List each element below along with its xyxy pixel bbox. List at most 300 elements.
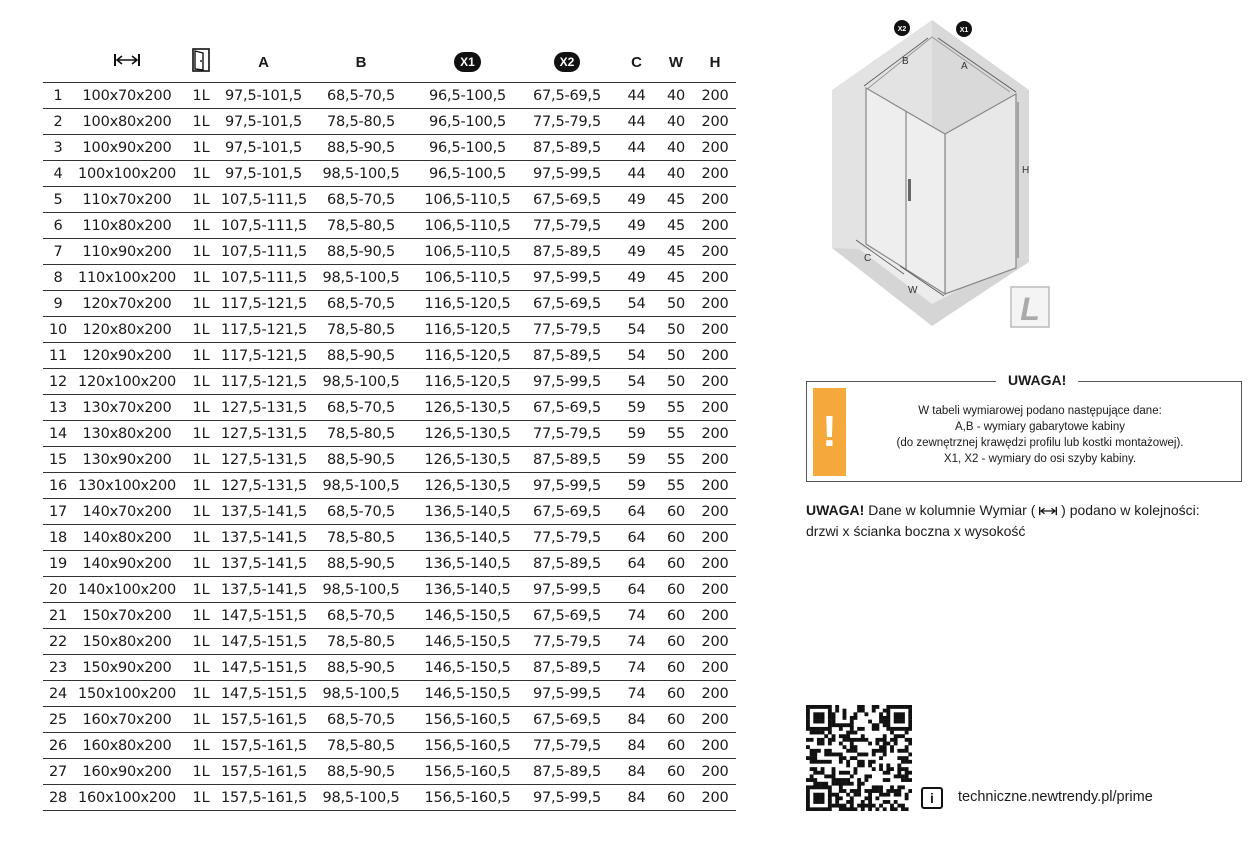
cell-w-value: 60	[658, 733, 694, 759]
cell-b-value: 68,5-70,5	[306, 83, 416, 109]
cell-w-value: 55	[658, 395, 694, 421]
note-bold: UWAGA!	[806, 502, 865, 518]
cell-row-number: 6	[43, 213, 73, 239]
cell-door-side: 1L	[181, 239, 221, 265]
cell-door-side: 1L	[181, 759, 221, 785]
cell-row-number: 26	[43, 733, 73, 759]
cell-c-value: 84	[615, 759, 658, 785]
cell-a-value: 107,5-111,5	[221, 239, 306, 265]
cell-x2-value: 97,5-99,5	[519, 473, 615, 499]
cell-x1-value: 136,5-140,5	[416, 577, 519, 603]
cell-c-value: 49	[615, 265, 658, 291]
cell-row-number: 5	[43, 187, 73, 213]
cell-w-value: 45	[658, 239, 694, 265]
cell-x1-value: 146,5-150,5	[416, 629, 519, 655]
cell-b-value: 68,5-70,5	[306, 187, 416, 213]
cell-x1-value: 136,5-140,5	[416, 499, 519, 525]
table-row	[43, 473, 736, 499]
cell-w-value: 55	[658, 421, 694, 447]
cell-w-value: 50	[658, 343, 694, 369]
cell-row-number: 10	[43, 317, 73, 343]
cell-x2-value: 67,5-69,5	[519, 707, 615, 733]
cell-h-value: 200	[694, 161, 736, 187]
cell-b-value: 98,5-100,5	[306, 785, 416, 811]
table-row	[43, 187, 736, 213]
cell-h-value: 200	[694, 707, 736, 733]
cell-door-side: 1L	[181, 551, 221, 577]
cell-h-value: 200	[694, 447, 736, 473]
cell-x2-value: 77,5-79,5	[519, 733, 615, 759]
cell-c-value: 64	[615, 525, 658, 551]
cell-x1-value: 136,5-140,5	[416, 551, 519, 577]
cell-row-number: 22	[43, 629, 73, 655]
cell-w-value: 40	[658, 135, 694, 161]
cell-a-value: 117,5-121,5	[221, 317, 306, 343]
table-row	[43, 343, 736, 369]
cell-size: 110x90x200	[73, 239, 181, 265]
cell-b-value: 78,5-80,5	[306, 213, 416, 239]
cell-w-value: 60	[658, 499, 694, 525]
table-row	[43, 291, 736, 317]
cell-h-value: 200	[694, 603, 736, 629]
cell-x1-value: 156,5-160,5	[416, 785, 519, 811]
cell-w-value: 60	[658, 577, 694, 603]
cell-door-side: 1L	[181, 213, 221, 239]
table-row	[43, 83, 736, 109]
cell-c-value: 59	[615, 447, 658, 473]
table-row	[43, 109, 736, 135]
cell-w-value: 60	[658, 551, 694, 577]
cell-x2-value: 97,5-99,5	[519, 681, 615, 707]
cell-w-value: 40	[658, 161, 694, 187]
cell-size: 110x70x200	[73, 187, 181, 213]
cell-row-number: 12	[43, 369, 73, 395]
cell-b-value: 68,5-70,5	[306, 603, 416, 629]
cell-size: 120x80x200	[73, 317, 181, 343]
cell-h-value: 200	[694, 239, 736, 265]
cell-c-value: 59	[615, 473, 658, 499]
cell-row-number: 17	[43, 499, 73, 525]
cell-door-side: 1L	[181, 473, 221, 499]
cell-h-value: 200	[694, 759, 736, 785]
cell-size: 120x100x200	[73, 369, 181, 395]
cell-h-value: 200	[694, 265, 736, 291]
cell-size: 110x80x200	[73, 213, 181, 239]
col-header-w: W	[658, 42, 694, 83]
cell-row-number: 24	[43, 681, 73, 707]
cell-x2-value: 67,5-69,5	[519, 603, 615, 629]
cell-x2-value: 97,5-99,5	[519, 161, 615, 187]
cell-h-value: 200	[694, 499, 736, 525]
table-row	[43, 759, 736, 785]
table-row	[43, 525, 736, 551]
cell-x1-value: 136,5-140,5	[416, 525, 519, 551]
orientation-badge-letter: L	[1020, 291, 1040, 327]
table-body	[43, 83, 736, 811]
cell-b-value: 68,5-70,5	[306, 707, 416, 733]
table-row	[43, 369, 736, 395]
cell-x2-value: 87,5-89,5	[519, 759, 615, 785]
cell-c-value: 44	[615, 135, 658, 161]
cell-x2-value: 67,5-69,5	[519, 291, 615, 317]
cell-a-value: 97,5-101,5	[221, 109, 306, 135]
cell-row-number: 25	[43, 707, 73, 733]
cell-x2-value: 97,5-99,5	[519, 369, 615, 395]
cell-x2-value: 97,5-99,5	[519, 785, 615, 811]
cell-b-value: 68,5-70,5	[306, 395, 416, 421]
col-header-h: H	[694, 42, 736, 83]
cell-door-side: 1L	[181, 109, 221, 135]
cell-c-value: 64	[615, 551, 658, 577]
cell-size: 100x100x200	[73, 161, 181, 187]
table-row	[43, 421, 736, 447]
cell-h-value: 200	[694, 733, 736, 759]
col-header-door	[181, 42, 221, 83]
cell-w-value: 60	[658, 785, 694, 811]
table-row	[43, 265, 736, 291]
cell-x1-value: 126,5-130,5	[416, 395, 519, 421]
cell-x1-value: 96,5-100,5	[416, 135, 519, 161]
cell-h-value: 200	[694, 83, 736, 109]
cell-c-value: 74	[615, 655, 658, 681]
cell-size: 160x80x200	[73, 733, 181, 759]
cell-size: 130x100x200	[73, 473, 181, 499]
cell-x1-value: 126,5-130,5	[416, 447, 519, 473]
table-row	[43, 239, 736, 265]
cell-x1-value: 96,5-100,5	[416, 83, 519, 109]
h-label: H	[1022, 165, 1030, 176]
cell-row-number: 18	[43, 525, 73, 551]
cell-b-value: 78,5-80,5	[306, 317, 416, 343]
cell-door-side: 1L	[181, 733, 221, 759]
cell-x1-value: 96,5-100,5	[416, 109, 519, 135]
cell-row-number: 19	[43, 551, 73, 577]
cell-door-side: 1L	[181, 629, 221, 655]
cell-b-value: 78,5-80,5	[306, 629, 416, 655]
cell-c-value: 54	[615, 343, 658, 369]
door-handle	[908, 179, 911, 201]
warning-title: UWAGA!	[996, 372, 1078, 388]
cell-c-value: 54	[615, 291, 658, 317]
cell-x1-value: 126,5-130,5	[416, 421, 519, 447]
cell-size: 150x80x200	[73, 629, 181, 655]
cell-row-number: 14	[43, 421, 73, 447]
cell-x1-value: 146,5-150,5	[416, 603, 519, 629]
cell-w-value: 60	[658, 681, 694, 707]
cell-w-value: 50	[658, 291, 694, 317]
cell-size: 100x80x200	[73, 109, 181, 135]
cell-h-value: 200	[694, 785, 736, 811]
cell-a-value: 97,5-101,5	[221, 161, 306, 187]
cell-a-value: 107,5-111,5	[221, 187, 306, 213]
col-header-size	[73, 42, 181, 83]
table-row	[43, 577, 736, 603]
x1-marker-label: X1	[959, 27, 969, 34]
cell-size: 140x70x200	[73, 499, 181, 525]
cell-w-value: 45	[658, 187, 694, 213]
cell-row-number: 7	[43, 239, 73, 265]
cell-w-value: 40	[658, 83, 694, 109]
cell-b-value: 98,5-100,5	[306, 369, 416, 395]
cell-a-value: 127,5-131,5	[221, 421, 306, 447]
cell-a-value: 137,5-141,5	[221, 551, 306, 577]
cell-door-side: 1L	[181, 161, 221, 187]
cell-b-value: 78,5-80,5	[306, 421, 416, 447]
warning-line: (do zewnętrznej krawędzi profilu lub kostki montażowej).	[896, 437, 1184, 449]
cell-a-value: 157,5-161,5	[221, 707, 306, 733]
table-row	[43, 681, 736, 707]
size-order-note	[806, 500, 1246, 542]
exclamation-icon: !	[813, 388, 846, 476]
arrows-left-right-icon	[114, 53, 140, 67]
cell-c-value: 49	[615, 239, 658, 265]
a-label: A	[961, 61, 968, 72]
cell-c-value: 44	[615, 109, 658, 135]
warning-line: A,B - wymiary gabarytowe kabiny	[954, 421, 1125, 433]
cell-w-value: 60	[658, 525, 694, 551]
cell-c-value: 64	[615, 499, 658, 525]
cell-h-value: 200	[694, 577, 736, 603]
cell-h-value: 200	[694, 681, 736, 707]
cell-size: 160x70x200	[73, 707, 181, 733]
table-row	[43, 733, 736, 759]
cell-x2-value: 67,5-69,5	[519, 83, 615, 109]
cell-a-value: 107,5-111,5	[221, 213, 306, 239]
table-row	[43, 603, 736, 629]
cell-w-value: 45	[658, 213, 694, 239]
cell-h-value: 200	[694, 395, 736, 421]
cell-door-side: 1L	[181, 421, 221, 447]
cell-b-value: 88,5-90,5	[306, 759, 416, 785]
cell-b-value: 88,5-90,5	[306, 655, 416, 681]
table-row	[43, 655, 736, 681]
cell-door-side: 1L	[181, 265, 221, 291]
cell-x1-value: 156,5-160,5	[416, 733, 519, 759]
cell-h-value: 200	[694, 525, 736, 551]
cell-a-value: 127,5-131,5	[221, 395, 306, 421]
col-header-x2	[519, 42, 615, 83]
cell-h-value: 200	[694, 317, 736, 343]
cell-x1-value: 126,5-130,5	[416, 473, 519, 499]
table-row	[43, 447, 736, 473]
cell-row-number: 28	[43, 785, 73, 811]
cell-h-value: 200	[694, 213, 736, 239]
cell-c-value: 59	[615, 395, 658, 421]
cell-w-value: 50	[658, 317, 694, 343]
b-label: B	[902, 56, 909, 67]
cell-c-value: 84	[615, 707, 658, 733]
cell-h-value: 200	[694, 473, 736, 499]
cell-b-value: 98,5-100,5	[306, 681, 416, 707]
cell-x2-value: 97,5-99,5	[519, 265, 615, 291]
cell-door-side: 1L	[181, 317, 221, 343]
cell-row-number: 27	[43, 759, 73, 785]
cell-row-number: 4	[43, 161, 73, 187]
col-header-a: A	[221, 42, 306, 83]
cell-row-number: 16	[43, 473, 73, 499]
cell-door-side: 1L	[181, 135, 221, 161]
cell-a-value: 127,5-131,5	[221, 473, 306, 499]
cell-c-value: 54	[615, 317, 658, 343]
cell-b-value: 88,5-90,5	[306, 135, 416, 161]
cell-row-number: 1	[43, 83, 73, 109]
cell-size: 160x100x200	[73, 785, 181, 811]
cell-c-value: 74	[615, 629, 658, 655]
col-header-index	[43, 42, 73, 83]
cell-h-value: 200	[694, 291, 736, 317]
arrows-left-right-icon	[1039, 506, 1057, 516]
cell-x2-value: 77,5-79,5	[519, 421, 615, 447]
cell-a-value: 117,5-121,5	[221, 369, 306, 395]
cell-b-value: 98,5-100,5	[306, 265, 416, 291]
cell-x1-value: 156,5-160,5	[416, 707, 519, 733]
col-header-c: C	[615, 42, 658, 83]
cell-door-side: 1L	[181, 291, 221, 317]
cell-door-side: 1L	[181, 395, 221, 421]
cell-a-value: 97,5-101,5	[221, 135, 306, 161]
cell-c-value: 44	[615, 161, 658, 187]
cell-x2-value: 77,5-79,5	[519, 317, 615, 343]
cell-a-value: 147,5-151,5	[221, 603, 306, 629]
cell-size: 100x70x200	[73, 83, 181, 109]
cell-x1-value: 116,5-120,5	[416, 317, 519, 343]
cell-door-side: 1L	[181, 785, 221, 811]
cell-size: 120x90x200	[73, 343, 181, 369]
cell-a-value: 147,5-151,5	[221, 655, 306, 681]
cell-h-value: 200	[694, 629, 736, 655]
info-icon: i	[921, 787, 943, 809]
cell-x1-value: 156,5-160,5	[416, 759, 519, 785]
cell-size: 160x90x200	[73, 759, 181, 785]
cell-x1-value: 106,5-110,5	[416, 239, 519, 265]
col-header-b: B	[306, 42, 416, 83]
cell-row-number: 15	[43, 447, 73, 473]
cell-row-number: 2	[43, 109, 73, 135]
cell-w-value: 55	[658, 447, 694, 473]
cell-x2-value: 87,5-89,5	[519, 551, 615, 577]
cell-c-value: 54	[615, 369, 658, 395]
note-text-after: ) podano w kolejności:	[1057, 502, 1200, 518]
cell-x2-value: 87,5-89,5	[519, 655, 615, 681]
cell-door-side: 1L	[181, 707, 221, 733]
table-header-row	[43, 42, 736, 83]
cell-a-value: 117,5-121,5	[221, 343, 306, 369]
cell-a-value: 137,5-141,5	[221, 525, 306, 551]
table-row	[43, 551, 736, 577]
cell-size: 100x90x200	[73, 135, 181, 161]
cell-x1-value: 146,5-150,5	[416, 655, 519, 681]
warning-line: X1, X2 - wymiary do osi szyby kabiny.	[943, 453, 1137, 465]
cell-x1-value: 106,5-110,5	[416, 265, 519, 291]
cell-b-value: 88,5-90,5	[306, 551, 416, 577]
cell-x2-value: 67,5-69,5	[519, 395, 615, 421]
cell-c-value: 49	[615, 187, 658, 213]
technical-link[interactable]: techniczne.newtrendy.pl/prime	[958, 789, 1153, 805]
cell-h-value: 200	[694, 109, 736, 135]
cell-a-value: 157,5-161,5	[221, 759, 306, 785]
cell-a-value: 157,5-161,5	[221, 733, 306, 759]
cell-size: 140x80x200	[73, 525, 181, 551]
table-row	[43, 161, 736, 187]
cell-a-value: 137,5-141,5	[221, 577, 306, 603]
cell-door-side: 1L	[181, 655, 221, 681]
cell-x2-value: 77,5-79,5	[519, 629, 615, 655]
cell-door-side: 1L	[181, 343, 221, 369]
cell-x2-value: 67,5-69,5	[519, 187, 615, 213]
cell-size: 130x90x200	[73, 447, 181, 473]
cell-h-value: 200	[694, 369, 736, 395]
cell-c-value: 84	[615, 733, 658, 759]
cell-c-value: 44	[615, 83, 658, 109]
cell-a-value: 147,5-151,5	[221, 681, 306, 707]
cell-x1-value: 116,5-120,5	[416, 369, 519, 395]
cell-c-value: 84	[615, 785, 658, 811]
cell-door-side: 1L	[181, 447, 221, 473]
cell-size: 130x70x200	[73, 395, 181, 421]
cell-x2-value: 87,5-89,5	[519, 447, 615, 473]
cell-x1-value: 106,5-110,5	[416, 213, 519, 239]
cell-row-number: 20	[43, 577, 73, 603]
cell-x1-value: 116,5-120,5	[416, 291, 519, 317]
cell-c-value: 49	[615, 213, 658, 239]
qr-code[interactable]	[806, 705, 912, 811]
table-row	[43, 499, 736, 525]
cell-h-value: 200	[694, 551, 736, 577]
cell-h-value: 200	[694, 655, 736, 681]
table-row	[43, 213, 736, 239]
cell-door-side: 1L	[181, 83, 221, 109]
cell-row-number: 3	[43, 135, 73, 161]
cell-w-value: 60	[658, 603, 694, 629]
cell-w-value: 60	[658, 707, 694, 733]
table-row	[43, 395, 736, 421]
cell-h-value: 200	[694, 421, 736, 447]
cell-x2-value: 87,5-89,5	[519, 135, 615, 161]
table-row	[43, 317, 736, 343]
cell-b-value: 78,5-80,5	[306, 525, 416, 551]
cell-x2-value: 87,5-89,5	[519, 343, 615, 369]
cell-door-side: 1L	[181, 577, 221, 603]
cell-a-value: 97,5-101,5	[221, 83, 306, 109]
cell-size: 150x90x200	[73, 655, 181, 681]
cell-a-value: 117,5-121,5	[221, 291, 306, 317]
warning-text	[860, 403, 1220, 467]
cell-door-side: 1L	[181, 525, 221, 551]
cell-size: 140x100x200	[73, 577, 181, 603]
cell-x2-value: 77,5-79,5	[519, 525, 615, 551]
cell-b-value: 68,5-70,5	[306, 291, 416, 317]
cell-x1-value: 96,5-100,5	[416, 161, 519, 187]
warning-line: W tabeli wymiarowej podano następujące dane:	[918, 405, 1162, 417]
cell-h-value: 200	[694, 187, 736, 213]
cell-x1-value: 106,5-110,5	[416, 187, 519, 213]
x2-badge: X2	[554, 52, 581, 72]
cell-b-value: 88,5-90,5	[306, 447, 416, 473]
cell-b-value: 78,5-80,5	[306, 733, 416, 759]
door-icon	[192, 48, 210, 72]
note-line2: drzwi x ścianka boczna x wysokość	[806, 523, 1026, 539]
cell-a-value: 127,5-131,5	[221, 447, 306, 473]
cell-w-value: 45	[658, 265, 694, 291]
w-label: W	[908, 285, 918, 296]
cell-door-side: 1L	[181, 499, 221, 525]
x1-badge: X1	[454, 52, 481, 72]
cell-size: 120x70x200	[73, 291, 181, 317]
cell-x2-value: 87,5-89,5	[519, 239, 615, 265]
cell-c-value: 74	[615, 603, 658, 629]
cell-w-value: 55	[658, 473, 694, 499]
cell-row-number: 8	[43, 265, 73, 291]
